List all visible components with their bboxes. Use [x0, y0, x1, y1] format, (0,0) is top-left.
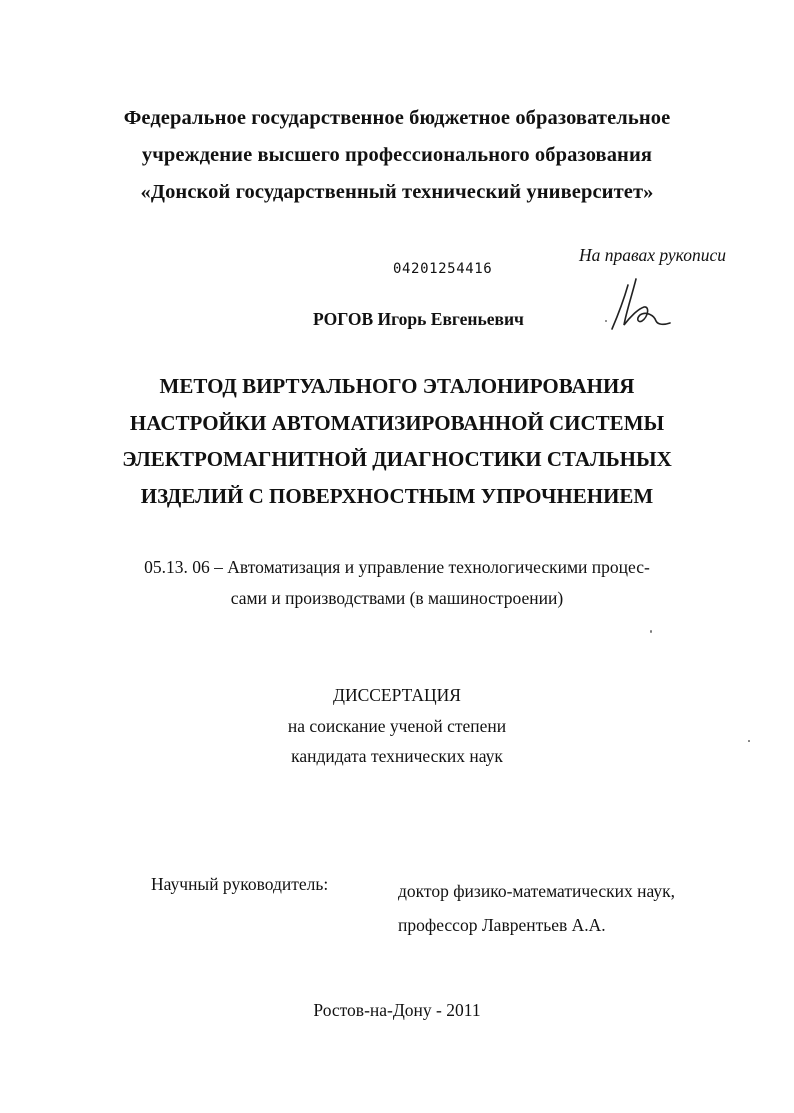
dissertation-title	[0, 368, 794, 514]
catalog-number: 04201254416	[393, 261, 493, 277]
degree-line-2: кандидата технических наук	[291, 746, 503, 766]
institution-line-2: учреждение высшего профессионального образования	[141, 144, 653, 166]
supervisor-info	[398, 874, 675, 942]
degree-block	[0, 680, 794, 772]
scan-speck	[650, 630, 652, 633]
signature-icon	[600, 273, 680, 337]
title-line-2: НАСТРОЙКИ АВТОМАТИЗИРОВАННОЙ СИСТЕМЫ	[129, 410, 665, 435]
supervisor-name: профессор Лаврентьев А.А.	[398, 915, 606, 935]
specialty-line-1: 05.13. 06 – Автоматизация и управление технологическими процес-	[144, 557, 650, 577]
supervisor-degree: доктор физико-математических наук,	[398, 881, 675, 901]
institution-name	[0, 100, 794, 211]
specialty	[0, 552, 794, 614]
specialty-line-2: сами и производствами (в машиностроении)	[230, 588, 564, 608]
rights-note: На правах рукописи	[579, 245, 726, 265]
author-name: РОГОВ Игорь Евгеньевич	[313, 309, 524, 329]
institution-line-3: «Донской государственный технический университет»	[140, 181, 654, 203]
title-line-3: ЭЛЕКТРОМАГНИТНОЙ ДИАГНОСТИКИ СТАЛЬНЫХ	[122, 447, 672, 471]
title-line-1: МЕТОД ВИРТУАЛЬНОГО ЭТАЛОНИРОВАНИЯ	[159, 374, 635, 398]
dissertation-heading: ДИССЕРТАЦИЯ	[333, 685, 461, 705]
supervisor-label: Научный руководитель:	[151, 874, 329, 894]
city-year: Ростов-на-Дону - 2011	[313, 1000, 481, 1020]
degree-line-1: на соискание ученой степени	[287, 715, 507, 736]
scan-speck	[748, 740, 750, 742]
institution-line-1: Федеральное государственное бюджетное образовательное	[123, 107, 671, 129]
title-line-4: ИЗДЕЛИЙ С ПОВЕРХНОСТНЫМ УПРОЧНЕНИЕМ	[140, 483, 654, 508]
